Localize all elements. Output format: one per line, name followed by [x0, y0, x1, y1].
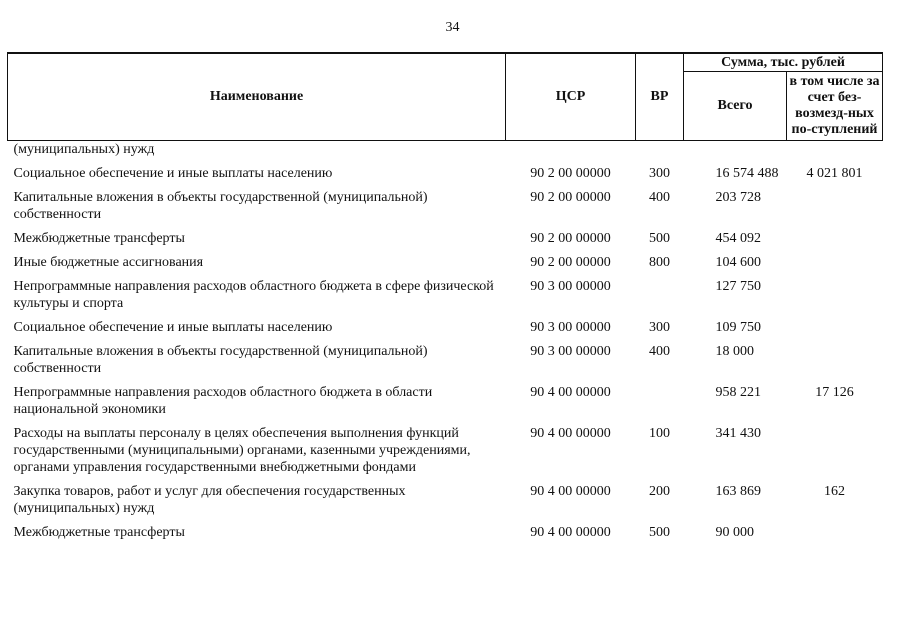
table-row [8, 316, 883, 340]
cell-vr: 300 [649, 166, 670, 181]
table-row [8, 480, 883, 521]
header-vr: ВР [636, 53, 684, 141]
cell-csr: 90 2 00 00000 [530, 190, 611, 205]
cell-vr: 500 [649, 525, 670, 540]
page-number: 34 [445, 20, 460, 35]
cell-name: Капитальные вложения в объекты государственной (муниципальной) собственности [13, 190, 428, 222]
cell-total: 163 869 [715, 484, 761, 499]
cell-grants [787, 141, 883, 163]
cell-grants [787, 340, 883, 381]
cell-grants: 4 021 801 [806, 166, 863, 181]
cell-vr: 500 [649, 231, 670, 246]
cell-name: Непрограммные направления расходов областного бюджета в области национальной экономики [13, 385, 433, 417]
cell-grants [787, 316, 883, 340]
table-header [8, 53, 883, 141]
cell-grants: 17 126 [815, 385, 854, 400]
cell-vr: 200 [649, 484, 670, 499]
table-row [8, 381, 883, 422]
cell-vr [636, 381, 684, 422]
table-body [8, 141, 883, 546]
cell-vr: 100 [649, 426, 670, 441]
cell-grants [787, 186, 883, 227]
cell-csr: 90 2 00 00000 [530, 166, 611, 181]
cell-csr: 90 3 00 00000 [530, 279, 611, 294]
cell-csr: 90 4 00 00000 [530, 426, 611, 441]
cell-name: Иные бюджетные ассигнования [13, 255, 204, 270]
table-row [8, 186, 883, 227]
cell-name: (муниципальных) нужд [13, 142, 155, 157]
cell-grants [787, 275, 883, 316]
cell-vr: 400 [649, 344, 670, 359]
table-row [8, 521, 883, 545]
cell-csr: 90 4 00 00000 [530, 385, 611, 400]
cell-vr: 300 [649, 320, 670, 335]
header-name: Наименование [8, 53, 506, 141]
table-row [8, 251, 883, 275]
cell-grants [787, 251, 883, 275]
header-total: Всего [684, 72, 787, 141]
cell-total: 90 000 [715, 525, 754, 540]
cell-name: Межбюджетные трансферты [13, 231, 185, 246]
cell-grants [787, 521, 883, 545]
cell-name: Социальное обеспечение и иные выплаты населению [13, 166, 333, 181]
header-grants: в том числе за счет без-возмезд-ных по-ступлений [787, 72, 883, 141]
cell-csr: 90 4 00 00000 [530, 484, 611, 499]
cell-vr [636, 141, 684, 163]
cell-csr [506, 141, 636, 163]
cell-total: 958 221 [715, 385, 761, 400]
cell-total: 18 000 [715, 344, 754, 359]
table-row [8, 227, 883, 251]
table-row-continuation [8, 141, 883, 163]
cell-name: Непрограммные направления расходов областного бюджета в сфере физической культуры и спорта [13, 279, 494, 311]
cell-csr: 90 4 00 00000 [530, 525, 611, 540]
cell-total: 203 728 [715, 190, 761, 205]
table-row [8, 422, 883, 480]
cell-total: 127 750 [715, 279, 761, 294]
cell-csr: 90 2 00 00000 [530, 255, 611, 270]
cell-total: 16 574 488 [715, 166, 779, 181]
cell-total: 341 430 [715, 426, 761, 441]
cell-csr: 90 2 00 00000 [530, 231, 611, 246]
cell-name: Социальное обеспечение и иные выплаты населению [13, 320, 333, 335]
cell-csr: 90 3 00 00000 [530, 320, 611, 335]
cell-total: 454 092 [715, 231, 761, 246]
cell-name: Расходы на выплаты персоналу в целях обеспечения выполнения функций государственными (муниципальными) органами, казенными учреждениями, органами управления государственными внебюджетными фондами [13, 426, 471, 475]
cell-name: Капитальные вложения в объекты государственной (муниципальной) собственности [13, 344, 428, 376]
budget-table [7, 52, 883, 545]
cell-total [684, 141, 787, 163]
cell-csr: 90 3 00 00000 [530, 344, 611, 359]
header-csr: ЦСР [506, 53, 636, 141]
table-row [8, 275, 883, 316]
cell-vr: 800 [649, 255, 670, 270]
cell-grants: 162 [824, 484, 845, 499]
cell-grants [787, 422, 883, 480]
table-row [8, 340, 883, 381]
cell-vr: 400 [649, 190, 670, 205]
table-row [8, 162, 883, 186]
cell-name: Закупка товаров, работ и услуг для обеспечения государственных (муниципальных) нужд [13, 484, 406, 516]
cell-total: 104 600 [715, 255, 761, 270]
header-sum: Сумма, тыс. рублей [684, 53, 883, 72]
cell-vr [636, 275, 684, 316]
cell-name: Межбюджетные трансферты [13, 525, 185, 540]
cell-total: 109 750 [715, 320, 761, 335]
cell-grants [787, 227, 883, 251]
